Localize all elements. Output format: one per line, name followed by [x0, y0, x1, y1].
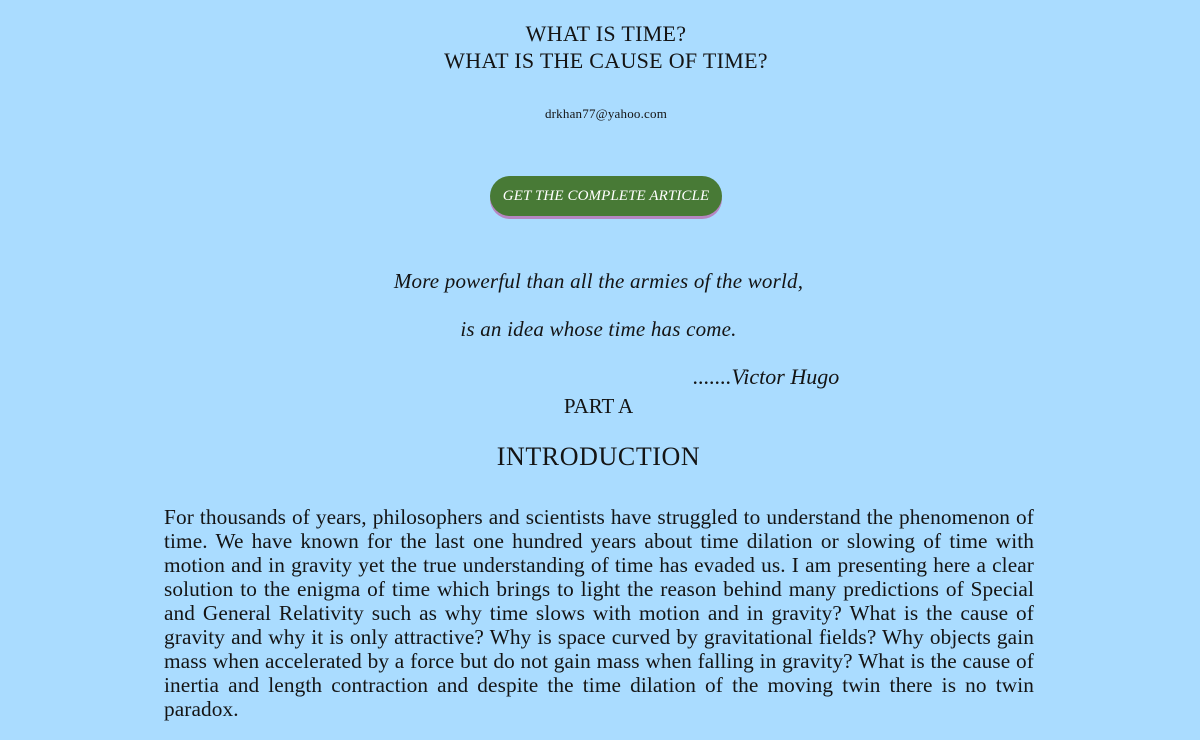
quote-attribution: .......Victor Hugo — [693, 364, 840, 389]
part-label: PART A — [563, 394, 634, 418]
intro-paragraph: For thousands of years, philosophers and scientists have struggled to understand the phenomenon of time. We have known for the last one hundred years about time dilation or slowing of time with motion and in gravity yet the true understanding of time has evaded us. I am presenting here a clear solution to the enigma of time which brings to light the reason behind many predictions of Special and General Relativity such as why time slows with motion and in gravity? What is the cause of gravity and why it is only attractive? Why is space curved by gravitational fields? Why objects gain mass when accelerated by a force but do not gain mass when falling in gravity? What is the cause of inertia and length contraction and despite the time dilation of the moving twin there is no twin paradox. — [164, 505, 1034, 721]
section-heading: INTRODUCTION — [496, 442, 701, 471]
page-title-line-2: WHAT IS THE CAUSE OF TIME? — [444, 48, 768, 73]
author-email[interactable]: drkhan77@yahoo.com — [544, 106, 668, 121]
quote-line-1: More powerful than all the armies of the world, — [393, 269, 804, 293]
get-complete-article-button[interactable]: GET THE COMPLETE ARTICLE — [490, 176, 722, 216]
page-title-line-1: WHAT IS TIME? — [525, 21, 687, 46]
quote-line-2: is an idea whose time has come. — [460, 317, 737, 341]
